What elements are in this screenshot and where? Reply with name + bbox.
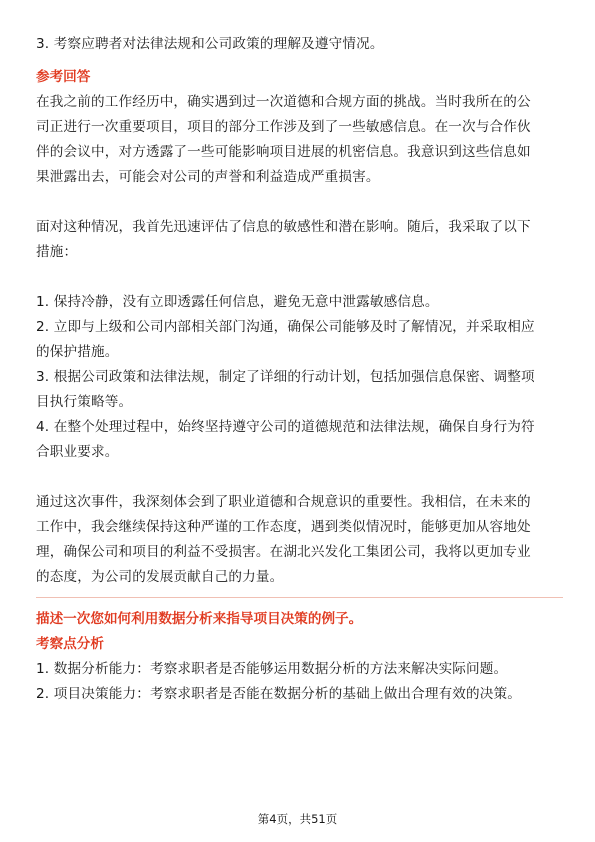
paragraph-line: 司正进行一次重要项目，项目的部分工作涉及到了一些敏感信息。在一次与合作伙 (36, 119, 531, 135)
analysis-list (36, 657, 563, 707)
list-item: 1. 数据分析能力：考察求职者是否能够运用数据分析的方法来解决实际问题。 (36, 661, 508, 677)
measures-list (36, 290, 563, 465)
paragraph-line: 伴的会议中，对方透露了一些可能影响项目进展的机密信息。我意识到这些信息如 (36, 144, 531, 160)
list-item: 2. 立即与上级和公司内部相关部门沟通，确保公司能够及时了解情况，并采取相应 (36, 319, 535, 335)
answer-paragraph-1 (36, 90, 563, 190)
answer-paragraph-3 (36, 490, 563, 590)
list-item: 1. 保持冷静，没有立即透露任何信息，避免无意中泄露敏感信息。 (36, 294, 439, 310)
paragraph-line: 面对这种情况，我首先迅速评估了信息的敏感性和潜在影响。随后，我采取了以下 (36, 219, 531, 235)
list-item: 4. 在整个处理过程中，始终坚持遵守公司的道德规范和法律法规，确保自身行为符 (36, 419, 535, 435)
answer-paragraph-2 (36, 215, 563, 265)
paragraph-line: 通过这次事件，我深刻体会到了职业道德和合规意识的重要性。我相信，在未来的 (36, 494, 531, 510)
list-item: 2. 项目决策能力：考察求职者是否能在数据分析的基础上做出合理有效的决策。 (36, 686, 522, 702)
page-number-footer: 第4页，共51页 (257, 812, 338, 826)
paragraph-line: 的态度，为公司的发展贡献自己的力量。 (36, 569, 284, 585)
paragraph-line: 理，确保公司和项目的利益不受损害。在湖北兴发化工集团公司，我将以更加专业 (36, 544, 531, 560)
paragraph-line: 在我之前的工作经历中，确实遇到过一次道德和合规方面的挑战。当时我所在的公 (36, 94, 531, 110)
list-item: 3. 根据公司政策和法律法规，制定了详细的行动计划，包括加强信息保密、调整项 (36, 369, 535, 385)
paragraph-line: 工作中，我会继续保持这种严谨的工作态度，遇到类似情况时，能够更加从容地处 (36, 519, 531, 535)
paragraph-line: 措施： (36, 244, 78, 260)
list-item: 的保护措施。 (36, 344, 119, 360)
question-heading: 描述一次您如何利用数据分析来指导项目决策的例子。 (36, 611, 363, 627)
page-content (36, 32, 563, 707)
spacer (36, 465, 563, 490)
analysis-heading: 考察点分析 (36, 636, 104, 652)
assessment-item-3: 3. 考察应聘者对法律法规和公司政策的理解及遵守情况。 (36, 36, 384, 52)
paragraph-line: 果泄露出去，可能会对公司的声誉和利益造成严重损害。 (36, 169, 380, 185)
spacer (36, 190, 563, 215)
list-item: 合职业要求。 (36, 444, 119, 460)
list-item: 目执行策略等。 (36, 394, 133, 410)
answer-heading: 参考回答 (36, 69, 91, 85)
spacer (36, 265, 563, 290)
section-divider (36, 597, 563, 598)
